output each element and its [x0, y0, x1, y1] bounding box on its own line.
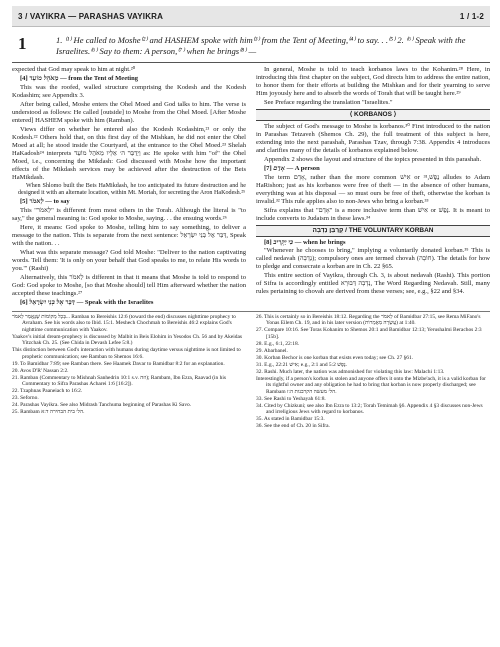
commentary-paragraph: After being called, Moshe enters the Ohel Moed and God talks to him. The verse is understood as follows: He called [outside] to Moshe from the Ohel Moed. [After Moshe entered] HASHEM spoke with him (Ramban).	[12, 101, 246, 125]
commentary-left-column	[12, 66, 246, 307]
commentary	[12, 66, 490, 307]
footnote: 25. Rambam הל׳ בית הבחירה ד:א.	[12, 409, 85, 416]
heading-title: — to say	[45, 198, 70, 206]
heading-number: [7]	[264, 164, 272, 172]
heading-hebrew: דַּבֵּר אֶל בְּנֵי יִשְׂרָאֵל	[29, 298, 76, 306]
commentary-paragraph: See Preface regarding the translation "Israelites."	[264, 99, 393, 107]
commentary-paragraph: The subject of God's message to Moshe is korbanos.³⁰ First introduced to the nation in Parashas Tetzaveh (Shemos Ch. 29), the full treatment of this subject is here, extending into the next parashah, Parashas Tzav, through 7:38. Appendix 4 introduces and clarifies many of the details of korbanos explained below.	[256, 123, 490, 154]
commentary-paragraph: The term אָדָם, rather than the more common אִישׁ or נֶפֶשׁ,³¹ alludes to Adam HaRishon; just as his korbanos were free of theft — in the absence of other humans, everything was at his disposal — so must ours be free of theft, otherwise the korban is invalid.³² This rule applies also to non-Jews who bring a korban.³³	[256, 173, 490, 205]
footnote: 20. Avos D'R' Nassan 2:2.	[12, 367, 69, 374]
commentary-paragraph: In general, Moshe is told to teach korbanos laws to the Kohanim.²⁸ Here, in introducing this first chapter on the subject, God directs him to address the entire nation, to honor them for their efforts at building the Mishkan and for their yearning to serve Him joyously here and to absorb the words of Torah that will be taught here.²⁹	[256, 66, 490, 98]
commentary-paragraph: Alternatively, this לֵאמֹר is different in that it means that Moshe is told to respond to God: God spoke to Moshe, [so that Moshe should] tell Him afterward whether the nation accepted these teachings.²⁷	[12, 273, 246, 297]
header-right: 1 / 1-2	[459, 11, 484, 21]
commentary-paragraph: "Whenever he chooses to bring," implying a voluntarily donated korban.³⁵ This is called nedavah (נְדָבָה); compulsory ones are termed chovah (חוֹבָה). The details for how to pledge and consecrate a korban are in Ch. 22 §65.	[256, 247, 490, 271]
commentary-paragraph: When Shlomo built the Beis HaMikdash, he too anticipated its future destruction and he designed it with an alternate location, within Mt. Moriah, for secreting the Aron HaKodesh.²⁵	[18, 182, 246, 197]
heading-hebrew: אָדָם	[273, 164, 285, 172]
running-header	[12, 6, 490, 27]
footnote: 26. This is certainly so in Bereishis 18:12. Regarding the לֵאמֹר of Bamidbar 27:15, see Rema MiFano's Yonas Eilem Ch. 19, and in his later version (עֲשָׂרָה מַאֲמָרוֹת) at 1:40.	[256, 313, 481, 327]
heading-hebrew: כִּי יַקְרִיב	[273, 238, 294, 246]
footnote: 19. To Bamidbar 7:89; see Ramban there. See Haamek Davar to Bamidbar 8:2 for an explanation.	[12, 360, 225, 367]
commentary-paragraph: Sifra explains that "אָדָם" is a more inclusive term than אִישׁ or נֶפֶשׁ. It is meant to include converts to Judaism in these laws.³⁴	[256, 206, 490, 222]
verse-block	[12, 35, 490, 57]
footnote: 24. Parashas Vayikra. See also Midrash Tanchuma beginning of Parashas Ki Savo.	[12, 402, 192, 409]
verse-text	[56, 35, 490, 57]
verse-2: 2. ⁽⁶⁾ Speak with the Israelites.⁽⁶⁾ Say to them: A person,⁽⁷⁾ when he brings⁽⁸⁾ —	[56, 35, 466, 57]
footnotes-left-column	[12, 314, 246, 431]
footnote: 34. Cited by Chizkuni; see also Ibn Ezra to 13:2; Torah Temimah §6. Appendix 4 §3 discusses non-Jews and irreligious Jews with regard to korbanos.	[256, 402, 483, 416]
heading-number: [8]	[264, 238, 272, 246]
footnotes	[12, 314, 490, 431]
commentary-paragraph: Appendix 2 shows the layout and structure of the topics presented in this parashah.	[264, 155, 482, 163]
footnote: 27. Compare 10:16. See Toras Kohanim to Shemos 20:1 and Bamidbar 12:13; Yerushalmi Berachos 2:3 [15b].	[256, 327, 482, 340]
heading-title: — when he brings	[294, 238, 346, 246]
commentary-right-column	[256, 66, 490, 307]
footnote: 23. Seforno.	[12, 395, 39, 402]
footnote: 36. See the end of Ch. 20 in Sifra.	[256, 423, 330, 430]
heading-number: [4]	[20, 75, 28, 83]
heading-number: [6]	[20, 298, 28, 306]
section-banner: קָרְבַּן נְדָבָה / THE VOLUNTARY KORBAN	[256, 225, 490, 237]
commentary-paragraph: Here, it means: God spoke to Moshe, telling him to say something, to deliver a message to the nation. This is separate from the next sentence: דַּבֵּר אֶל בְּנֵי יִשְׂרָאֵל, Speak with the nation. . .	[12, 224, 246, 248]
chapter-number: 1	[18, 34, 27, 53]
section-heading	[256, 239, 490, 247]
footnote: בְּכָל מְקוֹמוֹת שֶׁנֶּאֱמַר לֵאמֹר... Ramban to Bereishis 12:6 (toward the end) discusses nighttime prophecy to Avraham. See his words also to Ibid. 15:1. Meshech Chochmah to Bereishis 46:2 explains God's nighttime communication with Yaakov.	[12, 313, 236, 333]
commentary-paragraph: This was the roofed, walled structure comprising the Kodesh and the Kodesh Kodashim; see Appendix 3.	[12, 84, 246, 100]
section-heading	[12, 299, 246, 307]
commentary-paragraph: Views differ on whether he entered also the Kodesh Kodashim,²¹ or only the Kodesh.²² Others hold that, on this first day of the Mishkan, he did not enter the Ohel Moed at all; he stood inside the Courtyard, at the entrance to the Ohel Moed.²³ Shelah HaKadosh²⁴ interprets וַיְדַבֵּר ה׳ אֵלָיו מֵאֹהֶל מוֹעֵד as: He spoke with him "of" the Ohel Moed, i.e., concerning the Mikdash: God discussed with Moshe how the important effects of the Mikdash services may be achieved after the destruction of the Beis HaMikdash.	[12, 126, 246, 181]
header-left: 3 / VAYIKRA — PARASHAS VAYIKRA	[18, 11, 164, 21]
footnote: Interestingly, if a person's korban is stolen and anyone offers it onto the Mizbe'ach, it is a valid korban for its rightful owner and any obligation he had to bring that korban is now properly discharged; see Rambam הל׳ מעשה הקרבנות ה:ז.	[256, 375, 486, 395]
footnote: 31. E.g., 22:21 אִישׁ; e.g., 2:1 and 5:2 נֶפֶשׁ.	[256, 361, 348, 368]
commentary-paragraph: expected that God may speak to him at night.²⁰	[12, 66, 136, 74]
heading-hebrew: מֵאֹהֶל מוֹעֵד	[29, 75, 59, 83]
footnote: This distinction between God's interaction with humans during daytime versus nighttime is not limited to prophetic communication; see Ramban to Shemos 16:6.	[12, 347, 241, 360]
footnote-divider	[12, 311, 490, 312]
commentary-paragraph: What was this separate message? God told Moshe: "Deliver to the nation captivating words. Tell them: 'It is only on your behalf that God speaks to me, to relate His words to you.'" (Rashi)	[12, 249, 246, 272]
footnote: 22. Tzaphnas Paaneiach to 16:2.	[12, 388, 83, 395]
section-heading	[256, 165, 490, 173]
heading-number: [5]	[20, 198, 28, 206]
footnote: 21. Ramban (Commentary to Mishnah Sanhedrin 10:1 s.v. וזה); Rambam, Ibn Ezra, Raavad (in his Commentary to Sifra Parashas Acharei 1:6 [16:2]).	[12, 374, 226, 388]
commentary-paragraph: This entire section of Vayikra, through Ch. 3, is about nedavah (Rashi). This portion of Sifra is accordingly entitled נְדָבָה דְּבוּרָא, The Word Regarding Nedavah. Still, many rules pertaining to chovah are derived from these verses; see, e.g., §22 and §34.	[256, 272, 490, 296]
footnote: 28. E.g., 6:1, 22:18.	[256, 340, 300, 347]
verse-divider	[12, 62, 490, 63]
heading-title: — A person	[286, 164, 320, 172]
section-heading	[12, 75, 246, 83]
heading-title: — Speak with the Israelites	[76, 298, 154, 306]
footnote: 33. See Rashi to Yeshayah 61:8.	[256, 395, 326, 402]
section-heading	[12, 198, 246, 206]
commentary-paragraph: This "לֵאמֹר" is different from most others in the Torah. Although the literal is "to say," the general meaning is: God spoke to Moshe, saying. . . the ensuing words.²⁶	[12, 207, 246, 223]
footnotes-right-column	[256, 314, 490, 431]
footnote: 30. Korban Bechor is one korban that exists even today; see Ch. 27 §61.	[256, 354, 414, 361]
heading-hebrew: לֵאמֹר	[29, 198, 44, 206]
verse-1: 1. ⁽¹⁾ He called to Moshe⁽²⁾ and HASHEM spoke with him⁽³⁾ from the Tent of Meeting,⁽⁴⁾ to say. . .⁽⁵⁾	[56, 35, 396, 45]
section-banner: ⟨ KORBANOS ⟩	[256, 109, 490, 121]
footnote: 35. As stated in Bamidbar 15:3.	[256, 416, 325, 423]
footnote: Yaakov's initial dream-prophecy is discussed by Malbit in Beis Elohim in Yesodos Ch. 56 and by Akeidas Yitzchak Ch. 25. (See Chida in Devash Lefee 5:8.)	[12, 333, 242, 347]
footnote: 29. Abarbanel.	[256, 347, 288, 354]
heading-title: — from the Tent of Meeting	[60, 75, 139, 83]
footnote: 32. Rashi. Much later, the nation was admonished for violating this law: Malachi 1:13.	[256, 368, 445, 375]
